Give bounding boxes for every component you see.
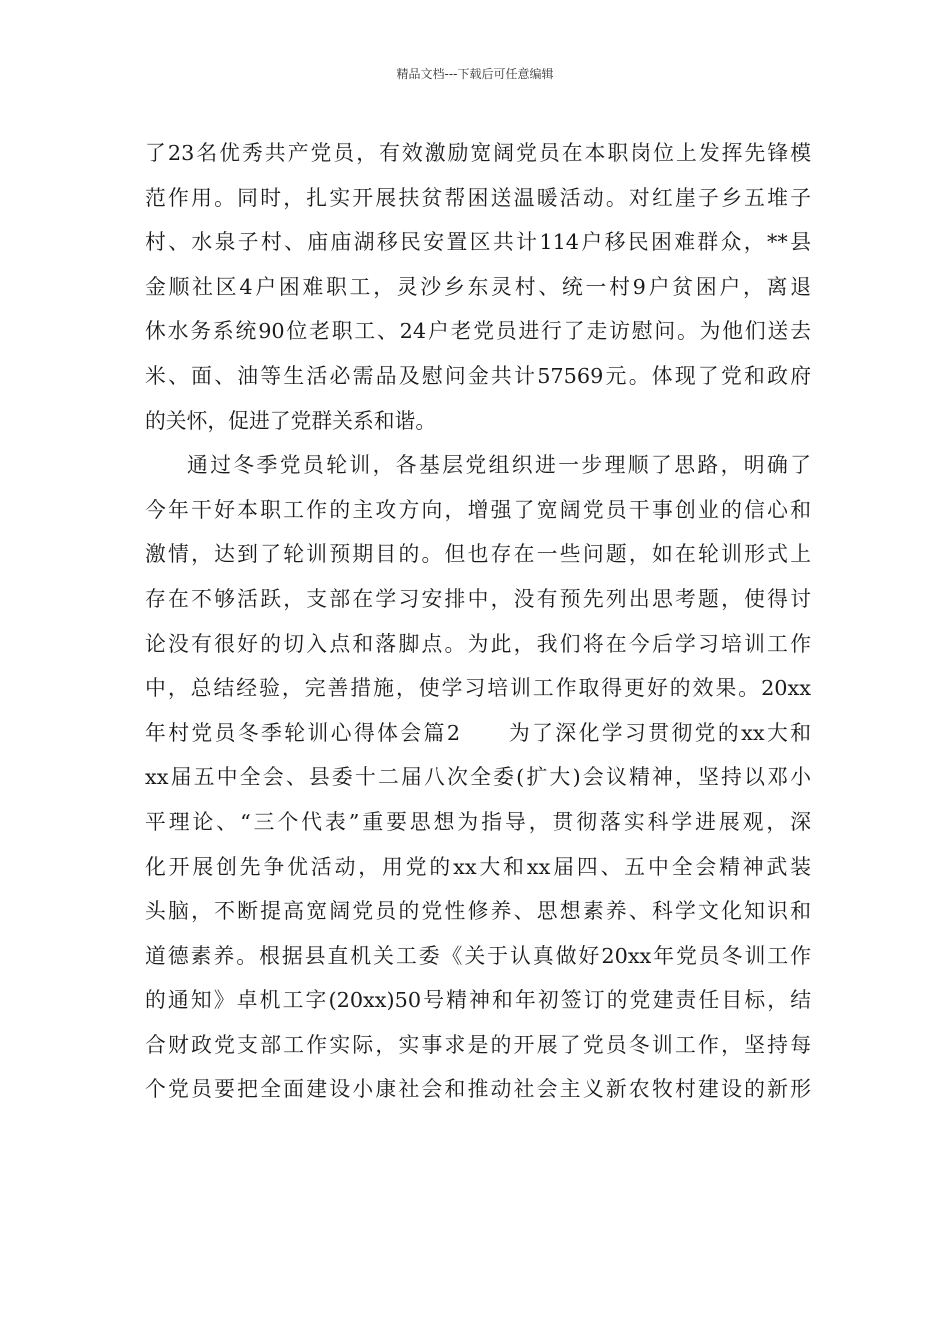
- paragraph-first-line: 通过冬季党员轮训，各基层党组织进一步理顺了思路，明确了: [187, 453, 811, 478]
- text-line: 村、水泉子村、庙庙湖移民安置区共计114户移民困难群众，**县: [145, 230, 811, 255]
- text-line: 今年干好本职工作的主攻方向，增强了宽阔党员干事创业的信心和: [145, 497, 811, 522]
- text-line: 存在不够活跃，支部在学习安排中，没有预先列出思考题，使得讨: [145, 586, 811, 611]
- text-line: 米、面、油等生活必需品及慰问金共计57569元。体现了党和政府: [145, 363, 811, 388]
- text-line: 休水务系统90位老职工、24户老党员进行了走访慰问。为他们送去: [145, 319, 811, 344]
- text-line: 年村党员冬季轮训心得体会篇2 为了深化学习贯彻党的xx大和: [145, 720, 811, 745]
- text-line: 的通知》卓机工字(20xx)50号精神和年初签订的党建责任目标，结: [145, 988, 811, 1013]
- text-line: 化开展创先争优活动，用党的xx大和xx届四、五中全会精神武装: [145, 854, 811, 879]
- text-line: 合财政党支部工作实际，实事求是的开展了党员冬训工作，坚持每: [145, 1032, 811, 1057]
- text-line: 的关怀，促进了党群关系和谐。: [145, 408, 437, 433]
- text-line: xx届五中全会、县委十二届八次全委(扩大)会议精神，坚持以邓小: [145, 765, 811, 790]
- text-line: 个党员要把全面建设小康社会和推动社会主义新农牧村建设的新形: [145, 1077, 811, 1102]
- text-line: 金顺社区4户困难职工，灵沙乡东灵村、统一村9户贫困户，离退: [145, 274, 811, 299]
- text-line: 道德素养。根据县直机关工委《关于认真做好20xx年党员冬训工作: [145, 943, 811, 968]
- text-line: 范作用。同时，扎实开展扶贫帮困送温暖活动。对红崖子乡五堆子: [145, 185, 811, 210]
- document-body: [145, 131, 811, 1112]
- text-line: 论没有很好的切入点和落脚点。为此，我们将在今后学习培训工作: [145, 631, 811, 656]
- text-line: 头脑，不断提高宽阔党员的党性修养、思想素养、科学文化知识和: [145, 899, 811, 924]
- text-line: 平理论、“三个代表”重要思想为指导，贯彻落实科学进展观，深: [145, 809, 811, 834]
- page-header: 精品文档---下载后可任意编辑: [396, 67, 554, 81]
- text-line: 激情，达到了轮训预期目的。但也存在一些问题，如在轮训形式上: [145, 542, 811, 567]
- text-line: 中，总结经验，完善措施，使学习培训工作取得更好的效果。20xx: [145, 676, 811, 701]
- text-line: 了23名优秀共产党员，有效激励宽阔党员在本职岗位上发挥先锋模: [145, 141, 811, 165]
